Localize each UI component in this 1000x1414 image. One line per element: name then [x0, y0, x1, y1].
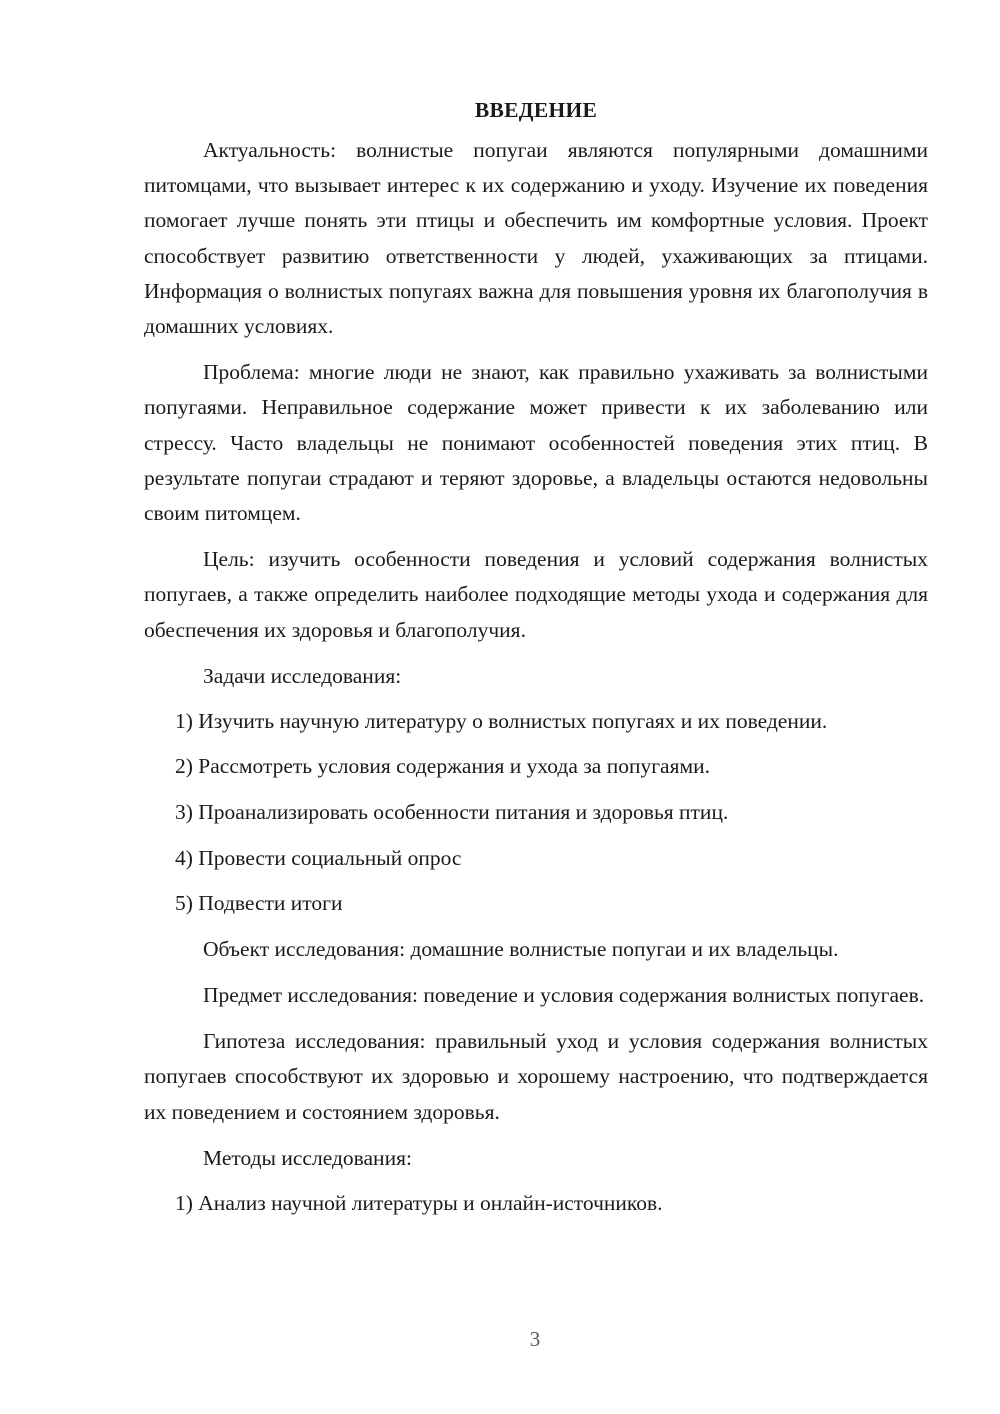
- subject-paragraph: Предмет исследования: поведение и условия содержания волнистых попугаев.: [203, 983, 925, 1008]
- tasks-label: Задачи исследования:: [203, 663, 402, 688]
- tasks-list: [144, 704, 928, 921]
- relevance-paragraph: Актуальность: волнистые попугаи являются популярными домашними питомцами, что вызывает интерес к их содержанию и уходу. Изучение их поведения помогает лучше понять эти птицы и обеспечить им комфортные условия. Проект способствует развитию ответственности у людей, ухаживающих за птицами. Информация о волнистых попугаях важна для повышения уровня их благополучия в домашних условиях.: [144, 138, 928, 339]
- problem-paragraph: Проблема: многие люди не знают, как правильно ухаживать за волнистыми попугаями. Неправильное содержание может привести к их заболеванию или стрессу. Часто владельцы не понимают особенностей поведения этих птиц. В результате попугаи страдают и теряют здоровье, а владельцы остаются недовольны своим питомцем.: [144, 360, 928, 526]
- methods-list: [144, 1186, 928, 1221]
- list-item: 5) Подвести итоги: [175, 891, 343, 916]
- page-number: 3: [529, 1327, 541, 1351]
- page-heading: ВВЕДЕНИЕ: [474, 98, 598, 122]
- goal-paragraph: Цель: изучить особенности поведения и условий содержания волнистых попугаев, а также определить наиболее подходящие методы ухода и содержания для обеспечения их здоровья и благополучия.: [144, 547, 928, 642]
- list-item: 1) Анализ научной литературы и онлайн-источников.: [175, 1190, 663, 1215]
- list-item: 3) Проанализировать особенности питания и здоровья птиц.: [175, 800, 729, 825]
- object-paragraph: Объект исследования: домашние волнистые попугаи и их владельцы.: [203, 936, 839, 961]
- list-item: 4) Провести социальный опрос: [175, 845, 462, 870]
- page-content: [144, 93, 928, 1231]
- hypothesis-paragraph: Гипотеза исследования: правильный уход и условия содержания волнистых попугаев способствуют их здоровью и хорошему настроению, что подтверждается их поведением и состоянием здоровья.: [144, 1029, 928, 1124]
- list-item: 1) Изучить научную литературу о волнистых попугаях и их поведении.: [175, 708, 828, 733]
- list-item: 2) Рассмотреть условия содержания и ухода за попугаями.: [175, 754, 710, 779]
- methods-label: Методы исследования:: [203, 1145, 412, 1170]
